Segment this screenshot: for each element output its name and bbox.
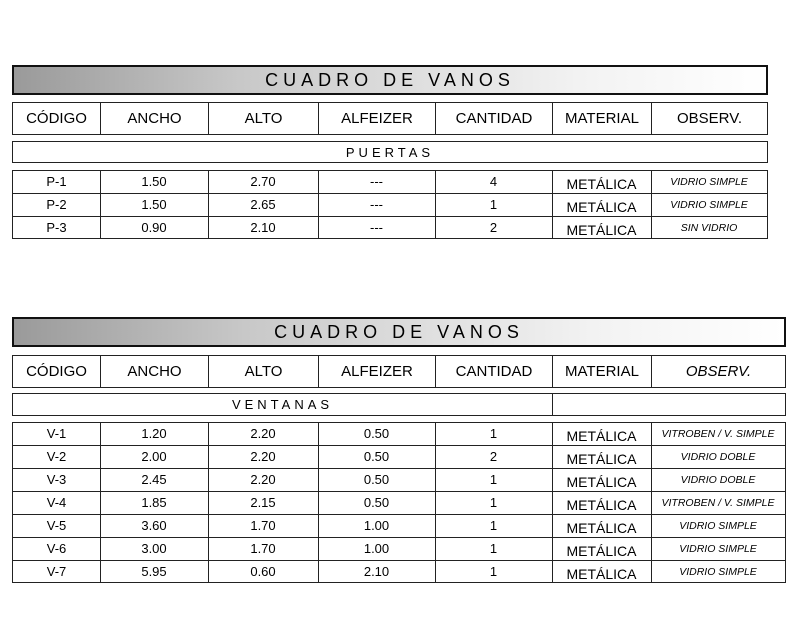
cell-ancho: 1.50 (141, 174, 167, 189)
table2-header-alto: ALTO (208, 356, 318, 387)
cell-ancho: 0.90 (141, 220, 167, 235)
table1-header-cantidad: CANTIDAD (435, 103, 552, 134)
cell-cantidad: 1 (489, 518, 498, 533)
cell-observ: VIDRIO SIMPLE (679, 542, 757, 555)
cell-material: METÁLICA (566, 450, 637, 467)
table-row (13, 560, 785, 583)
table-row (13, 445, 785, 468)
cell-alfeizer: 1.00 (363, 518, 390, 533)
table2-header-ancho: ANCHO (100, 356, 208, 387)
cell-material: METÁLICA (566, 175, 637, 192)
cell-alto: 2.20 (250, 426, 276, 441)
table1-header-row (12, 102, 768, 135)
cell-alto: 2.10 (250, 220, 276, 235)
cell-observ: VITROBEN / V. SIMPLE (661, 496, 775, 509)
cell-codigo: V-4 (46, 495, 67, 510)
cell-observ: VIDRIO SIMPLE (679, 519, 757, 532)
cell-observ: VITROBEN / V. SIMPLE (661, 427, 775, 440)
table2-header-alfeizer: ALFEIZER (318, 356, 435, 387)
cell-observ: VIDRIO SIMPLE (670, 198, 748, 211)
cell-material: METÁLICA (566, 198, 637, 215)
cell-cantidad: 1 (489, 197, 498, 212)
table1-header-codigo: CÓDIGO (26, 110, 87, 127)
cell-ancho: 3.00 (141, 541, 167, 556)
cell-alto: 1.70 (250, 541, 276, 556)
table-row (13, 537, 785, 560)
cell-codigo: V-6 (46, 541, 67, 556)
cell-cantidad: 1 (489, 426, 498, 441)
table1-header-ancho: ANCHO (100, 103, 208, 134)
cell-material: METÁLICA (566, 565, 637, 582)
table1-header-alto: ALTO (208, 103, 318, 134)
cell-alfeizer: --- (370, 220, 383, 235)
cell-observ: VIDRIO SIMPLE (679, 565, 757, 578)
cell-cantidad: 1 (489, 564, 498, 579)
cell-alto: 0.60 (250, 564, 276, 579)
cell-material: METÁLICA (566, 496, 637, 513)
cell-material: METÁLICA (566, 427, 637, 444)
table1-header-material: MATERIAL (552, 103, 651, 134)
cell-codigo: P-1 (46, 174, 67, 189)
table-row (13, 216, 767, 239)
cell-observ: SIN VIDRIO (680, 221, 738, 234)
table1-section-puertas: PUERTAS (12, 141, 768, 163)
table2-section-label: VENTANAS (231, 397, 334, 412)
table-row (13, 491, 785, 514)
table-row (13, 422, 785, 445)
cell-cantidad: 2 (489, 220, 498, 235)
cell-alfeizer: 0.50 (363, 449, 390, 464)
cell-observ: VIDRIO SIMPLE (670, 175, 748, 188)
table2-header-observ: OBSERV. (651, 356, 785, 387)
cell-ancho: 3.60 (141, 518, 167, 533)
cell-alto: 2.15 (250, 495, 276, 510)
table1-header-alfeizer: ALFEIZER (318, 103, 435, 134)
cell-observ: VIDRIO DOBLE (680, 473, 756, 486)
table-row (13, 468, 785, 491)
cell-alfeizer: 1.00 (363, 541, 390, 556)
cell-alfeizer: 0.50 (363, 495, 390, 510)
cell-codigo: V-1 (46, 426, 67, 441)
table2-header-cantidad: CANTIDAD (435, 356, 552, 387)
cell-alto: 2.70 (250, 174, 276, 189)
cell-codigo: V-5 (46, 518, 67, 533)
cell-alfeizer: --- (370, 197, 383, 212)
cell-alfeizer: --- (370, 174, 383, 189)
cell-material: METÁLICA (566, 542, 637, 559)
cell-observ: VIDRIO DOBLE (680, 450, 756, 463)
cell-alfeizer: 2.10 (363, 564, 390, 579)
cell-material: METÁLICA (566, 473, 637, 490)
table2-header-codigo: CÓDIGO (26, 363, 87, 380)
table-row (13, 193, 767, 216)
cell-codigo: V-2 (46, 449, 67, 464)
cell-codigo: P-2 (46, 197, 67, 212)
table2-section-ventanas (12, 393, 786, 416)
table1-data (12, 170, 768, 239)
cell-ancho: 5.95 (141, 564, 167, 579)
cell-alfeizer: 0.50 (363, 426, 390, 441)
table1-title: CUADRO DE VANOS (12, 65, 768, 95)
cell-ancho: 2.00 (141, 449, 167, 464)
cell-cantidad: 1 (489, 472, 498, 487)
cell-codigo: V-7 (46, 564, 67, 579)
cell-alto: 2.65 (250, 197, 276, 212)
table2-data (12, 422, 786, 583)
cell-ancho: 2.45 (141, 472, 167, 487)
cell-alto: 2.20 (250, 472, 276, 487)
cell-ancho: 1.20 (141, 426, 167, 441)
cell-alfeizer: 0.50 (363, 472, 390, 487)
cell-ancho: 1.50 (141, 197, 167, 212)
cell-material: METÁLICA (566, 519, 637, 536)
cell-cantidad: 4 (489, 174, 498, 189)
table-row (13, 170, 767, 193)
table2-header-row (12, 355, 786, 388)
table2-section-divider (552, 394, 553, 415)
cell-ancho: 1.85 (141, 495, 167, 510)
table1-header-observ: OBSERV. (651, 103, 767, 134)
cell-codigo: V-3 (46, 472, 67, 487)
cell-cantidad: 1 (489, 541, 498, 556)
cell-codigo: P-3 (46, 220, 67, 235)
cell-alto: 1.70 (250, 518, 276, 533)
table2-header-material: MATERIAL (552, 356, 651, 387)
cell-cantidad: 2 (489, 449, 498, 464)
table2-title: CUADRO DE VANOS (12, 317, 786, 347)
table-row (13, 514, 785, 537)
cell-material: METÁLICA (566, 221, 637, 238)
cell-alto: 2.20 (250, 449, 276, 464)
cell-cantidad: 1 (489, 495, 498, 510)
